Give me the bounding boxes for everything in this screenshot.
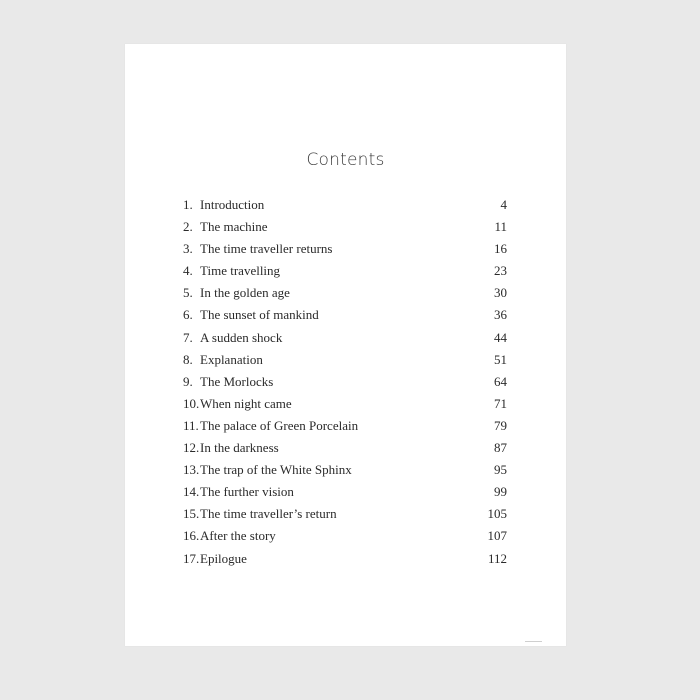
toc-entry-title: The time traveller returns [200,241,333,257]
toc-entry-title: The palace of Green Porcelain [200,417,359,433]
toc-entry [183,548,507,570]
toc-entry-title: Introduction [200,197,265,212]
toc-entry-title: In the golden age [200,285,290,301]
toc-entry-page: 44 [494,329,507,345]
toc-entry-number: 15. [183,506,200,522]
toc-entry-page: 107 [487,528,507,544]
toc-entry-title: When night came [200,395,292,411]
toc-entry-page: 11 [494,219,507,235]
footer-rule [525,641,542,642]
table-of-contents [183,194,507,570]
toc-entry-number: 16. [183,528,200,544]
toc-entry-page: 16 [494,241,507,257]
toc-entry-title: Explanation [200,351,263,367]
toc-entry-page: 36 [494,307,507,323]
toc-entry-number: 3. [183,241,193,257]
toc-entry-number: 13. [183,462,200,478]
toc-entry-number: 11. [183,417,199,433]
toc-entry-page: 71 [494,395,507,411]
toc-entry-number: 14. [183,484,200,500]
toc-entry-page: 105 [487,506,507,522]
toc-entry-title: The time traveller’s return [200,506,337,522]
toc-entry-page: 4 [500,197,507,212]
toc-entry-number: 7. [183,329,193,345]
toc-entry [183,371,507,393]
toc-entry-number: 6. [183,307,193,323]
toc-entry-page: 95 [494,462,507,478]
toc-entry [183,304,507,326]
toc-entry [183,238,507,260]
toc-entry-title: The sunset of mankind [200,307,319,323]
toc-entry-page: 64 [494,373,507,389]
toc-entry [183,393,507,415]
toc-entry [183,282,507,304]
toc-entry-number: 17. [183,550,200,566]
toc-entry [183,503,507,525]
toc-entry-title: The machine [200,219,268,235]
toc-entry-number: 2. [183,219,193,235]
document-page [125,44,566,646]
toc-entry [183,216,507,238]
page-title: Contents [306,150,385,170]
toc-entry [183,481,507,503]
toc-entry-title: The further vision [200,484,294,500]
toc-entry-number: 8. [183,351,193,367]
toc-entry-number: 4. [183,263,193,279]
toc-entry [183,459,507,481]
toc-entry-page: 112 [487,550,507,566]
toc-entry-number: 12. [183,440,200,456]
toc-entry-title: After the story [200,528,276,544]
toc-entry-title: In the darkness [200,440,279,456]
toc-entry-page: 87 [494,440,507,456]
toc-entry [183,525,507,547]
toc-entry-title: The trap of the White Sphinx [200,462,352,478]
toc-entry [183,349,507,371]
toc-entry-page: 30 [494,285,507,301]
toc-entry-page: 99 [494,484,507,500]
toc-entry-title: Epilogue [200,550,247,566]
toc-entry-number: 10. [183,395,200,411]
toc-entry-title: A sudden shock [200,329,283,345]
toc-entry-number: 1. [183,197,193,212]
toc-entry-page: 51 [494,351,507,367]
toc-entry-title: The Morlocks [200,373,274,389]
toc-entry [183,327,507,349]
toc-entry [183,415,507,437]
toc-entry-page: 79 [494,417,507,433]
toc-entry-title: Time travelling [200,263,281,279]
toc-entry-page: 23 [494,263,507,279]
toc-entry-number: 5. [183,285,193,301]
toc-entry-number: 9. [183,373,193,389]
toc-entry [183,194,507,216]
toc-entry [183,437,507,459]
toc-entry [183,260,507,282]
